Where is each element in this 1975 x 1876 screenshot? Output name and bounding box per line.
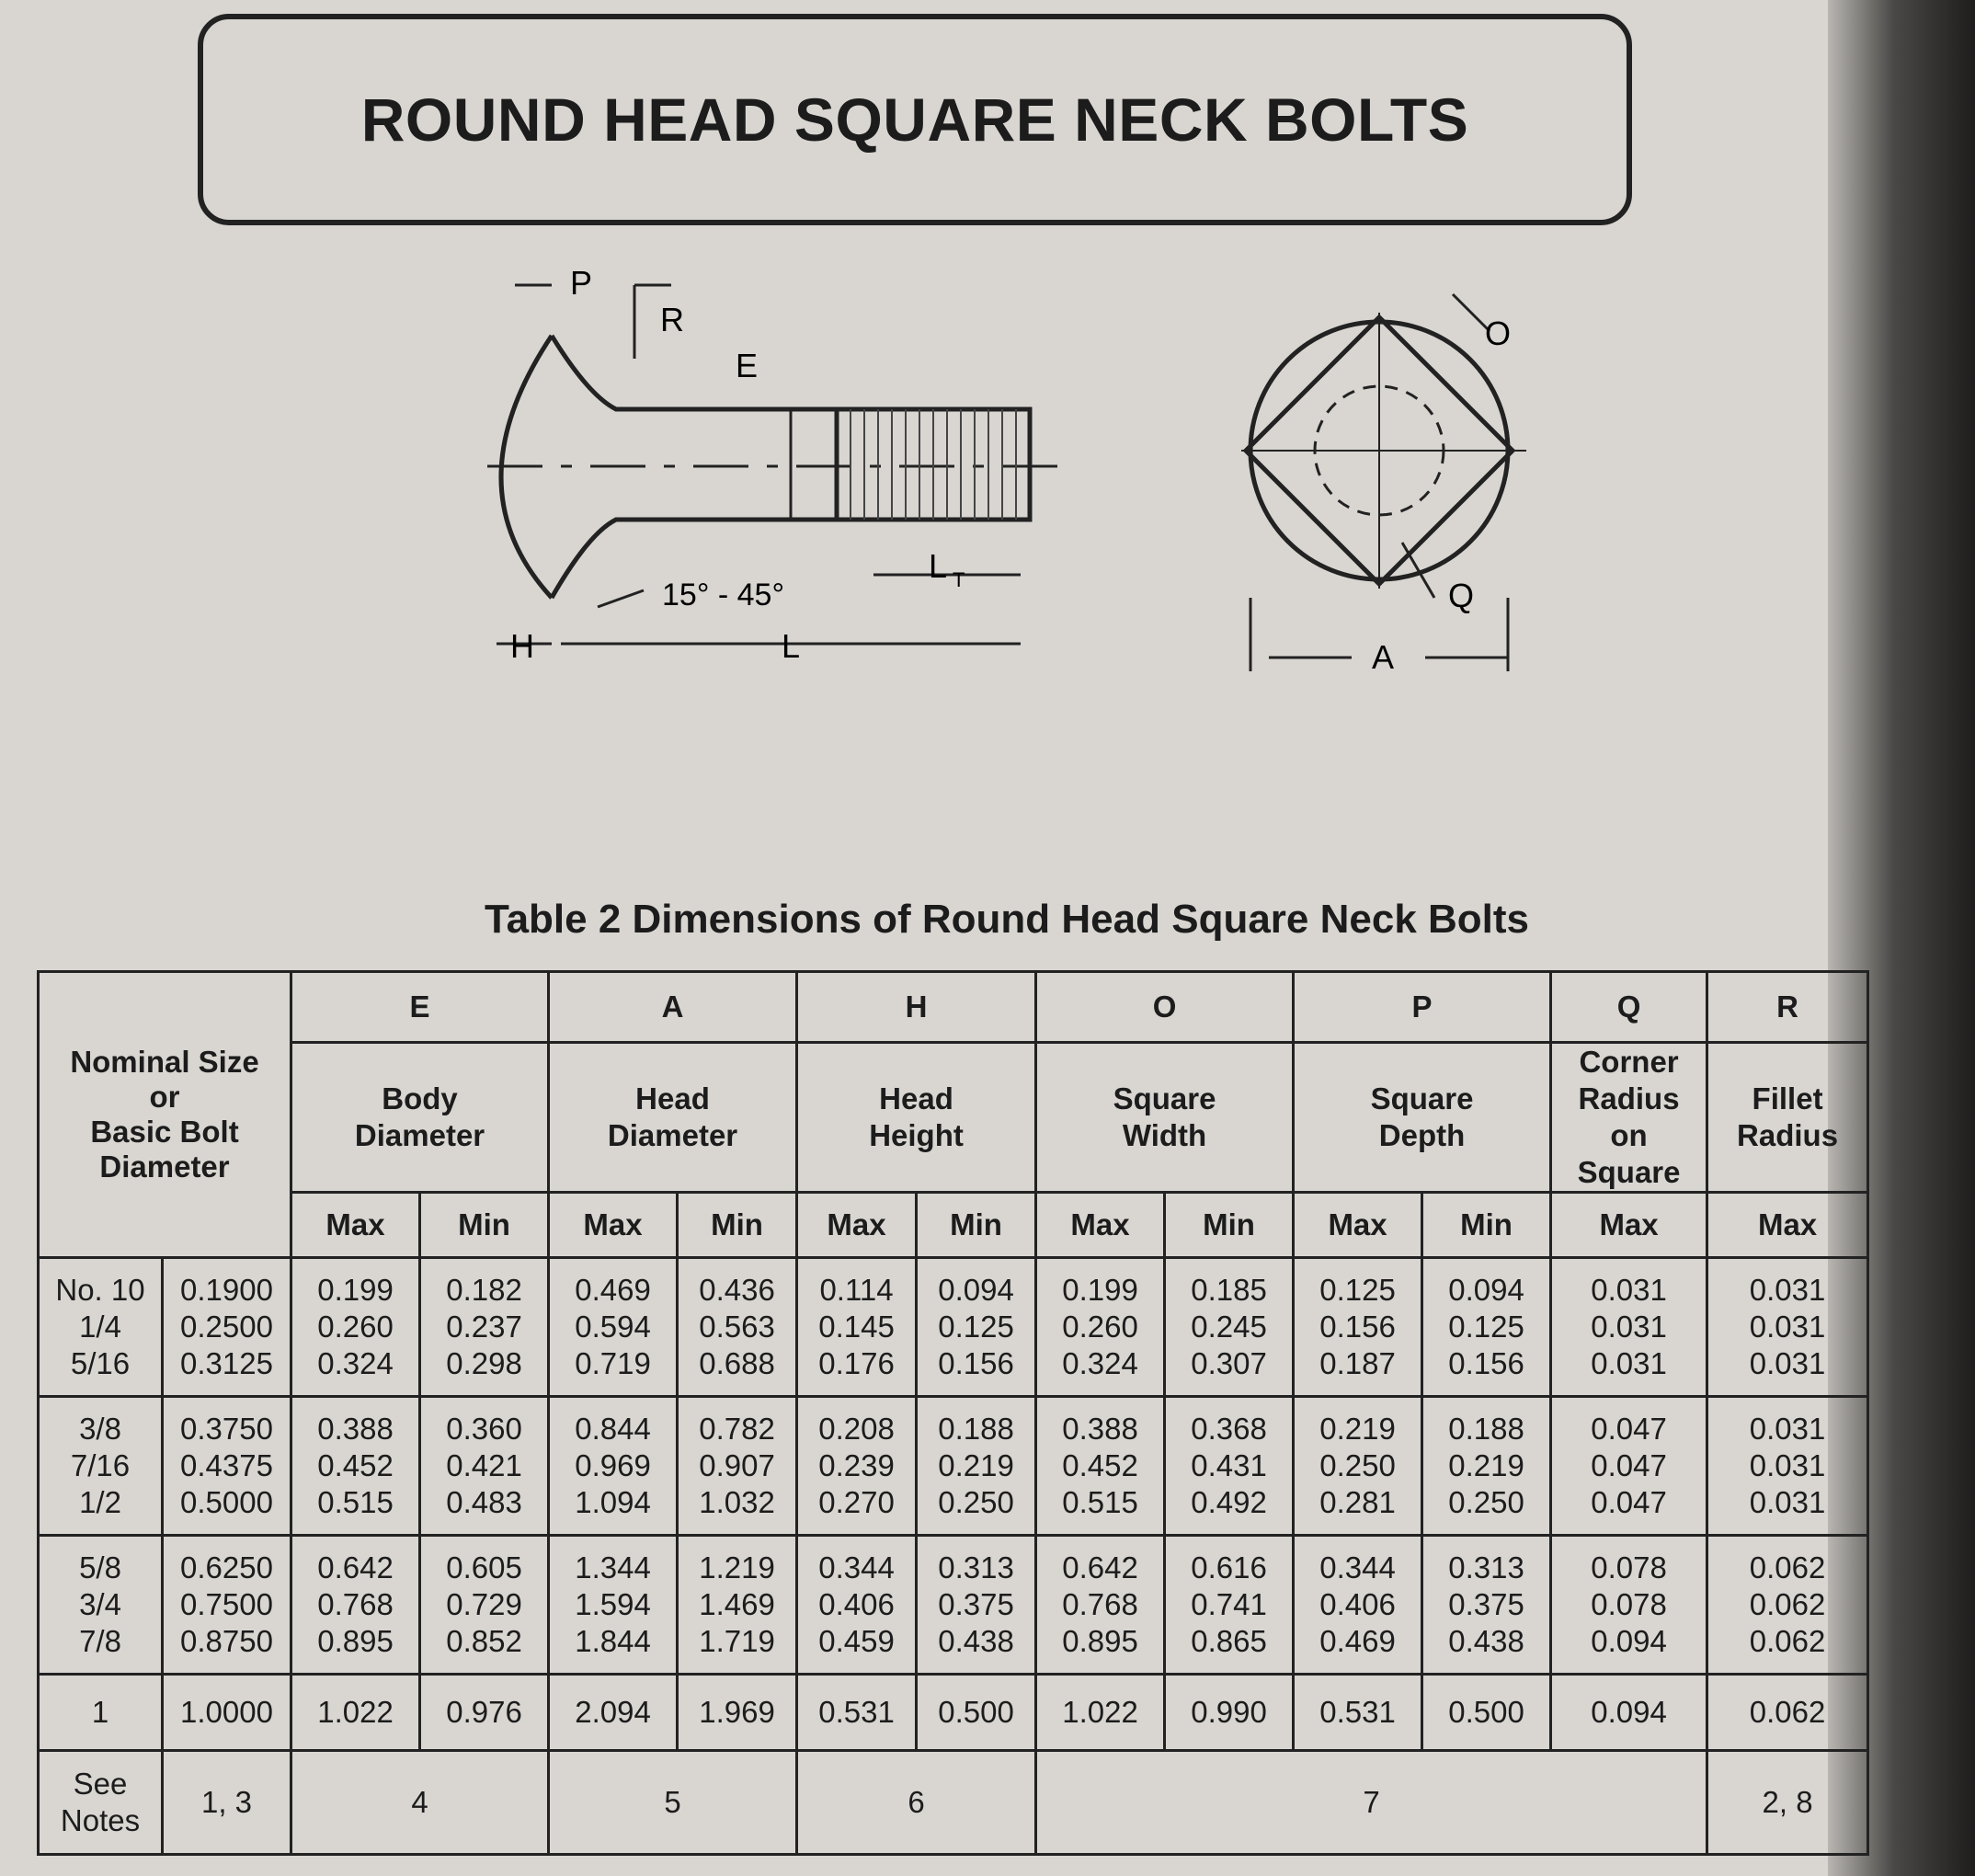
o-max-cell: 1.022 [1036, 1675, 1165, 1751]
label-q: Q [1448, 577, 1475, 614]
notes-label: See Notes [39, 1751, 163, 1855]
header-max: Max [549, 1193, 678, 1258]
nominal-size-header: Nominal Size or Basic Bolt Diameter [39, 972, 291, 1258]
notes-row [39, 1751, 1868, 1855]
basic-diameter-cell: 0.6250 0.7500 0.8750 [163, 1536, 291, 1675]
r-max-cell: 0.062 [1707, 1675, 1868, 1751]
basic-diameter-cell: 1.0000 [163, 1675, 291, 1751]
label-angle: 15° - 45° [662, 578, 785, 612]
basic-diameter-cell: 0.3750 0.4375 0.5000 [163, 1397, 291, 1536]
label-r: R [660, 301, 684, 338]
header-letter-q: Q [1551, 972, 1707, 1043]
label-p: P [570, 264, 593, 302]
a-min-cell: 1.969 [678, 1675, 797, 1751]
nominal-size-cell: 3/8 7/16 1/2 [39, 1397, 163, 1536]
table-title: Table 2 Dimensions of Round Head Square Neck Bolts [484, 897, 1530, 942]
a-min-cell: 1.219 1.469 1.719 [678, 1536, 797, 1675]
label-o: O [1485, 315, 1512, 352]
thread-lines [851, 409, 1016, 520]
notes-basic: 1, 3 [163, 1751, 291, 1855]
h-max-cell: 0.208 0.239 0.270 [797, 1397, 917, 1536]
a-max-cell: 1.344 1.594 1.844 [549, 1536, 678, 1675]
a-min-cell: 0.782 0.907 1.032 [678, 1397, 797, 1536]
p-min-cell: 0.094 0.125 0.156 [1422, 1258, 1551, 1397]
header-square-width: Square Width [1036, 1043, 1294, 1193]
a-max-cell: 0.844 0.969 1.094 [549, 1397, 678, 1536]
basic-diameter-cell: 0.1900 0.2500 0.3125 [163, 1258, 291, 1397]
header-head-height: Head Height [797, 1043, 1036, 1193]
table-row [39, 1536, 1868, 1675]
header-min: Min [1165, 1193, 1294, 1258]
label-l: L [782, 627, 801, 665]
h-min-cell: 0.188 0.219 0.250 [917, 1397, 1036, 1536]
o-min-cell: 0.990 [1165, 1675, 1294, 1751]
title-box [198, 14, 1632, 225]
label-a: A [1372, 638, 1395, 676]
h-max-cell: 0.531 [797, 1675, 917, 1751]
dimensions-table [37, 970, 1869, 1856]
e-max-cell: 1.022 [291, 1675, 420, 1751]
notes-e: 4 [291, 1751, 549, 1855]
header-head-diameter: Head Diameter [549, 1043, 797, 1193]
header-max: Max [1036, 1193, 1165, 1258]
label-e: E [736, 347, 759, 384]
e-max-cell: 0.642 0.768 0.895 [291, 1536, 420, 1675]
q-max-cell: 0.078 0.078 0.094 [1551, 1536, 1707, 1675]
header-fillet-radius: Fillet Radius [1707, 1043, 1868, 1193]
a-max-cell: 0.469 0.594 0.719 [549, 1258, 678, 1397]
table-body [39, 1258, 1868, 1751]
table-row [39, 1258, 1868, 1397]
h-min-cell: 0.500 [917, 1675, 1036, 1751]
e-min-cell: 0.605 0.729 0.852 [420, 1536, 549, 1675]
e-min-cell: 0.360 0.421 0.483 [420, 1397, 549, 1536]
e-max-cell: 0.199 0.260 0.324 [291, 1258, 420, 1397]
o-max-cell: 0.388 0.452 0.515 [1036, 1397, 1165, 1536]
p-max-cell: 0.125 0.156 0.187 [1294, 1258, 1422, 1397]
p-min-cell: 0.500 [1422, 1675, 1551, 1751]
neck-top [552, 336, 1030, 409]
header-min: Min [917, 1193, 1036, 1258]
r-max-cell: 0.031 0.031 0.031 [1707, 1397, 1868, 1536]
label-lt: L [929, 547, 948, 585]
header-corner-radius: Corner Radius on Square [1551, 1043, 1707, 1193]
q-max-cell: 0.031 0.031 0.031 [1551, 1258, 1707, 1397]
table-row [39, 1675, 1868, 1751]
notes-o-p-q: 7 [1036, 1751, 1707, 1855]
header-max: Max [1294, 1193, 1422, 1258]
nominal-size-cell: 1 [39, 1675, 163, 1751]
h-min-cell: 0.094 0.125 0.156 [917, 1258, 1036, 1397]
header-min: Min [1422, 1193, 1551, 1258]
bolt-end-view [1241, 313, 1526, 589]
header-max: Max [1707, 1193, 1868, 1258]
notes-h: 6 [797, 1751, 1036, 1855]
o-min-cell: 0.616 0.741 0.865 [1165, 1536, 1294, 1675]
p-max-cell: 0.531 [1294, 1675, 1422, 1751]
header-letter-h: H [797, 972, 1036, 1043]
bolt-side-view [487, 336, 1057, 598]
nominal-size-cell: No. 10 1/4 5/16 [39, 1258, 163, 1397]
o-min-cell: 0.185 0.245 0.307 [1165, 1258, 1294, 1397]
p-min-cell: 0.188 0.219 0.250 [1422, 1397, 1551, 1536]
notes-r: 2, 8 [1707, 1751, 1868, 1855]
e-min-cell: 0.976 [420, 1675, 549, 1751]
header-max: Max [1551, 1193, 1707, 1258]
o-min-cell: 0.368 0.431 0.492 [1165, 1397, 1294, 1536]
header-letter-r: R [1707, 972, 1868, 1043]
label-h: H [510, 627, 534, 665]
notes-a: 5 [549, 1751, 797, 1855]
a-min-cell: 0.436 0.563 0.688 [678, 1258, 797, 1397]
p-max-cell: 0.344 0.406 0.469 [1294, 1536, 1422, 1675]
header-max: Max [797, 1193, 917, 1258]
h-max-cell: 0.344 0.406 0.459 [797, 1536, 917, 1675]
o-max-cell: 0.199 0.260 0.324 [1036, 1258, 1165, 1397]
p-min-cell: 0.313 0.375 0.438 [1422, 1536, 1551, 1675]
header-letter-e: E [291, 972, 549, 1043]
header-letter-o: O [1036, 972, 1294, 1043]
label-lt-subscript: T [953, 568, 965, 591]
r-max-cell: 0.062 0.062 0.062 [1707, 1536, 1868, 1675]
header-square-depth: Square Depth [1294, 1043, 1551, 1193]
q-max-cell: 0.047 0.047 0.047 [1551, 1397, 1707, 1536]
q-max-cell: 0.094 [1551, 1675, 1707, 1751]
page-title: ROUND HEAD SQUARE NECK BOLTS [360, 86, 1469, 154]
r-max-cell: 0.031 0.031 0.031 [1707, 1258, 1868, 1397]
header-letter-p: P [1294, 972, 1551, 1043]
header-max: Max [291, 1193, 420, 1258]
table-row [39, 1397, 1868, 1536]
h-max-cell: 0.114 0.145 0.176 [797, 1258, 917, 1397]
a-max-cell: 2.094 [549, 1675, 678, 1751]
header-body-diameter: Body Diameter [291, 1043, 549, 1193]
bolt-diagram [0, 248, 1839, 726]
p-max-cell: 0.219 0.250 0.281 [1294, 1397, 1422, 1536]
o-max-cell: 0.642 0.768 0.895 [1036, 1536, 1165, 1675]
e-max-cell: 0.388 0.452 0.515 [291, 1397, 420, 1536]
header-min: Min [420, 1193, 549, 1258]
h-min-cell: 0.313 0.375 0.438 [917, 1536, 1036, 1675]
header-letter-a: A [549, 972, 797, 1043]
header-min: Min [678, 1193, 797, 1258]
nominal-size-cell: 5/8 3/4 7/8 [39, 1536, 163, 1675]
e-min-cell: 0.182 0.237 0.298 [420, 1258, 549, 1397]
